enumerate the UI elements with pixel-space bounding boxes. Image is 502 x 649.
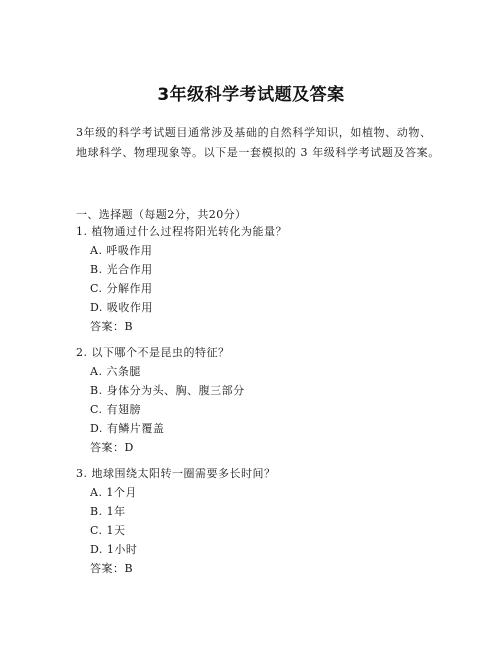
option-a: A. 六条腿 [90,365,141,378]
option-c: C. 分解作用 [90,282,153,295]
question-block-2 [76,343,245,457]
document-title: 3年级科学考试题及答案 [157,85,345,105]
option-b: B. 身体分为头、胸、腹三部分 [90,384,245,397]
question-text: 1. 植物通过什么过程将阳光转化为能量？ [76,225,287,238]
option-b: B. 1年 [90,505,126,518]
intro-line: 地球科学、物理现象等。以下是一套模拟的 3 年级科学考试题及答案。 [76,146,440,159]
question-block-1 [76,222,287,336]
section-heading: 一、选择题（每题2分，共20分） [76,208,247,221]
question-block-3 [76,464,276,578]
answer-text: 答案：D [90,441,134,454]
option-a: A. 1个月 [90,486,137,499]
option-c: C. 有翅膀 [90,403,142,416]
option-b: B. 光合作用 [90,263,153,276]
option-d: D. 吸收作用 [90,301,153,314]
option-c: C. 1天 [90,524,126,537]
answer-text: 答案：B [90,320,134,333]
intro-paragraph [76,123,446,163]
question-text: 3. 地球围绕太阳转一圈需要多长时间？ [76,467,276,480]
option-a: A. 呼吸作用 [90,244,153,257]
question-text: 2. 以下哪个不是昆虫的特征？ [76,346,230,359]
option-d: D. 有鳞片覆盖 [90,422,165,435]
option-d: D. 1小时 [90,543,138,556]
intro-line: 3年级的科学考试题目通常涉及基础的自然科学知识，如植物、动物、 [76,126,432,139]
answer-text: 答案：B [90,562,134,575]
